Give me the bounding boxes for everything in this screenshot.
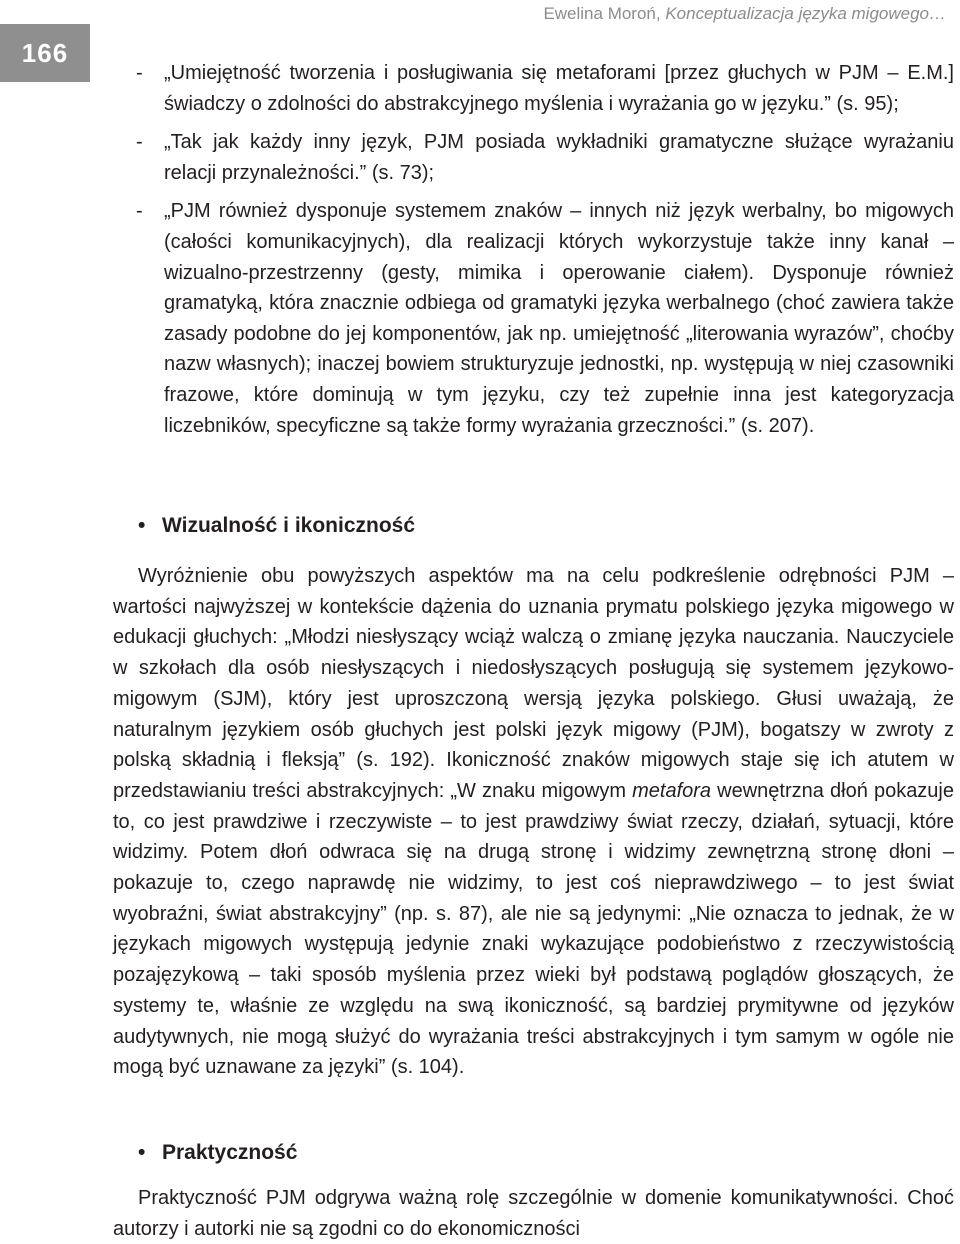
quote-text: „PJM również dysponuje systemem znaków – innych niż język werbalny, bo migowych (całości komunikacyjnych), dla realizacji których wykorzystuje także inny kanał – wizualno-przestrzenny (gesty, mimika i operowanie ciałem). Dysponuje również gramatyką, która znacznie odbiega od gramatyki języka werbalnego (choć zawiera także zasady podobne do jej komponentów, jak np. umiejętność „literowania wyrazów”, choćby nazw własnych); inaczej bowiem strukturyzuje jednostki, np. występują w niej czasowniki frazowe, które dominują w tym języku, czy też zupełnie inna jest kategoryzacja liczebników, specyficzne są także formy wyrażania grzeczności.” (s. 207). <box>164 200 954 437</box>
quote-text: „Tak jak każdy inny język, PJM posiada wykładniki gramatyczne służące wyrażaniu relacji przynależności.” (s. 73); <box>164 131 954 184</box>
section-heading-text: Wizualność i ikoniczność <box>162 514 416 537</box>
header-title: Konceptualizacja języka migowego… <box>665 4 946 23</box>
section-heading-visuality <box>138 514 415 538</box>
dash-marker: - <box>136 200 143 223</box>
bullet-icon: • <box>138 514 146 537</box>
bullet-icon: • <box>138 1141 146 1164</box>
paragraph-text: Wyróżnienie obu powyższych aspektów ma na celu podkreślenie odrębności PJM – wartości najwyższej w kontekście dążenia do uznania prymatu polskiego języka migowego w edukacji głuchych: „Młodzi niesłyszący wciąż walczą o zmianę języka nauczania. Nauczyciele w szkołach dla osób niesłyszących i niedosłyszących posługują się systemem językowo-migowym (SJM), który jest uproszczoną wersją języka polskiego. Głusi uważają, że naturalnym językiem osób głuchych jest polski język migowy (PJM), bogatszy w zwroty z polską składnią i fleksją” (s. 192). Ikoniczność znaków migowych staje się ich atutem w przedstawianiu treści abstrakcyjnych: „W znaku migowym <box>113 565 954 802</box>
section-heading-text: Praktyczność <box>162 1141 298 1164</box>
quote-list <box>136 58 954 441</box>
dash-marker: - <box>136 62 143 84</box>
dash-marker: - <box>136 131 143 154</box>
emphasis-term: metafora <box>632 779 712 802</box>
body-paragraph <box>113 561 954 1083</box>
quote-item <box>136 127 954 188</box>
paragraph-text-continued: wewnętrzna dłoń pokazuje to, co jest prawdziwe i rzeczywiste – to jest prawdziwy świat rzeczy, działań, sytuacji, które widzimy. Potem dłoń odwraca się na drugą stronę i widzimy zewnętrzną stronę dłoni – pokazuje to, czego naprawdę nie widzimy, to jest coś nieprawdziwego – to jest świat wyobraźni, świat abstrakcyjny” (np. s. 87), ale nie są jedynymi: „Nie oznacza to jednak, że w językach migowych występują jedynie znaki wykazujące podobieństwo z rzeczywistością pozajęzykową – taki sposób myślenia przez wieki był podstawą poglądów głoszących, że systemy te, właśnie ze względu na swą ikoniczność, są bardziej prymitywne od języków audytywnych, nie mogą służyć do wyrażania treści abstrakcyjnych i tym samym w ogóle nie mogą być uznawane za języki” (s. 104). <box>113 779 954 1079</box>
paragraph-text: Praktyczność PJM odgrywa ważną rolę szczególnie w domenie komunikatywności. Choć autorzy i autorki nie są zgodni co do ekonomiczności <box>113 1187 954 1240</box>
body-paragraph <box>113 1183 954 1244</box>
quote-item <box>136 196 954 441</box>
quote-text: „Umiejętność tworzenia i posługiwania się metaforami [przez głuchych w PJM – E.M.] świadczy o zdolności do abstrakcyjnego myślenia i wyrażania go w języku.” (s. 95); <box>164 62 954 115</box>
page-number: 166 <box>0 24 90 82</box>
header-author: Ewelina Moroń, <box>543 4 661 23</box>
section-heading-practicality <box>138 1141 297 1165</box>
quote-item <box>136 58 954 119</box>
running-header <box>543 4 946 24</box>
